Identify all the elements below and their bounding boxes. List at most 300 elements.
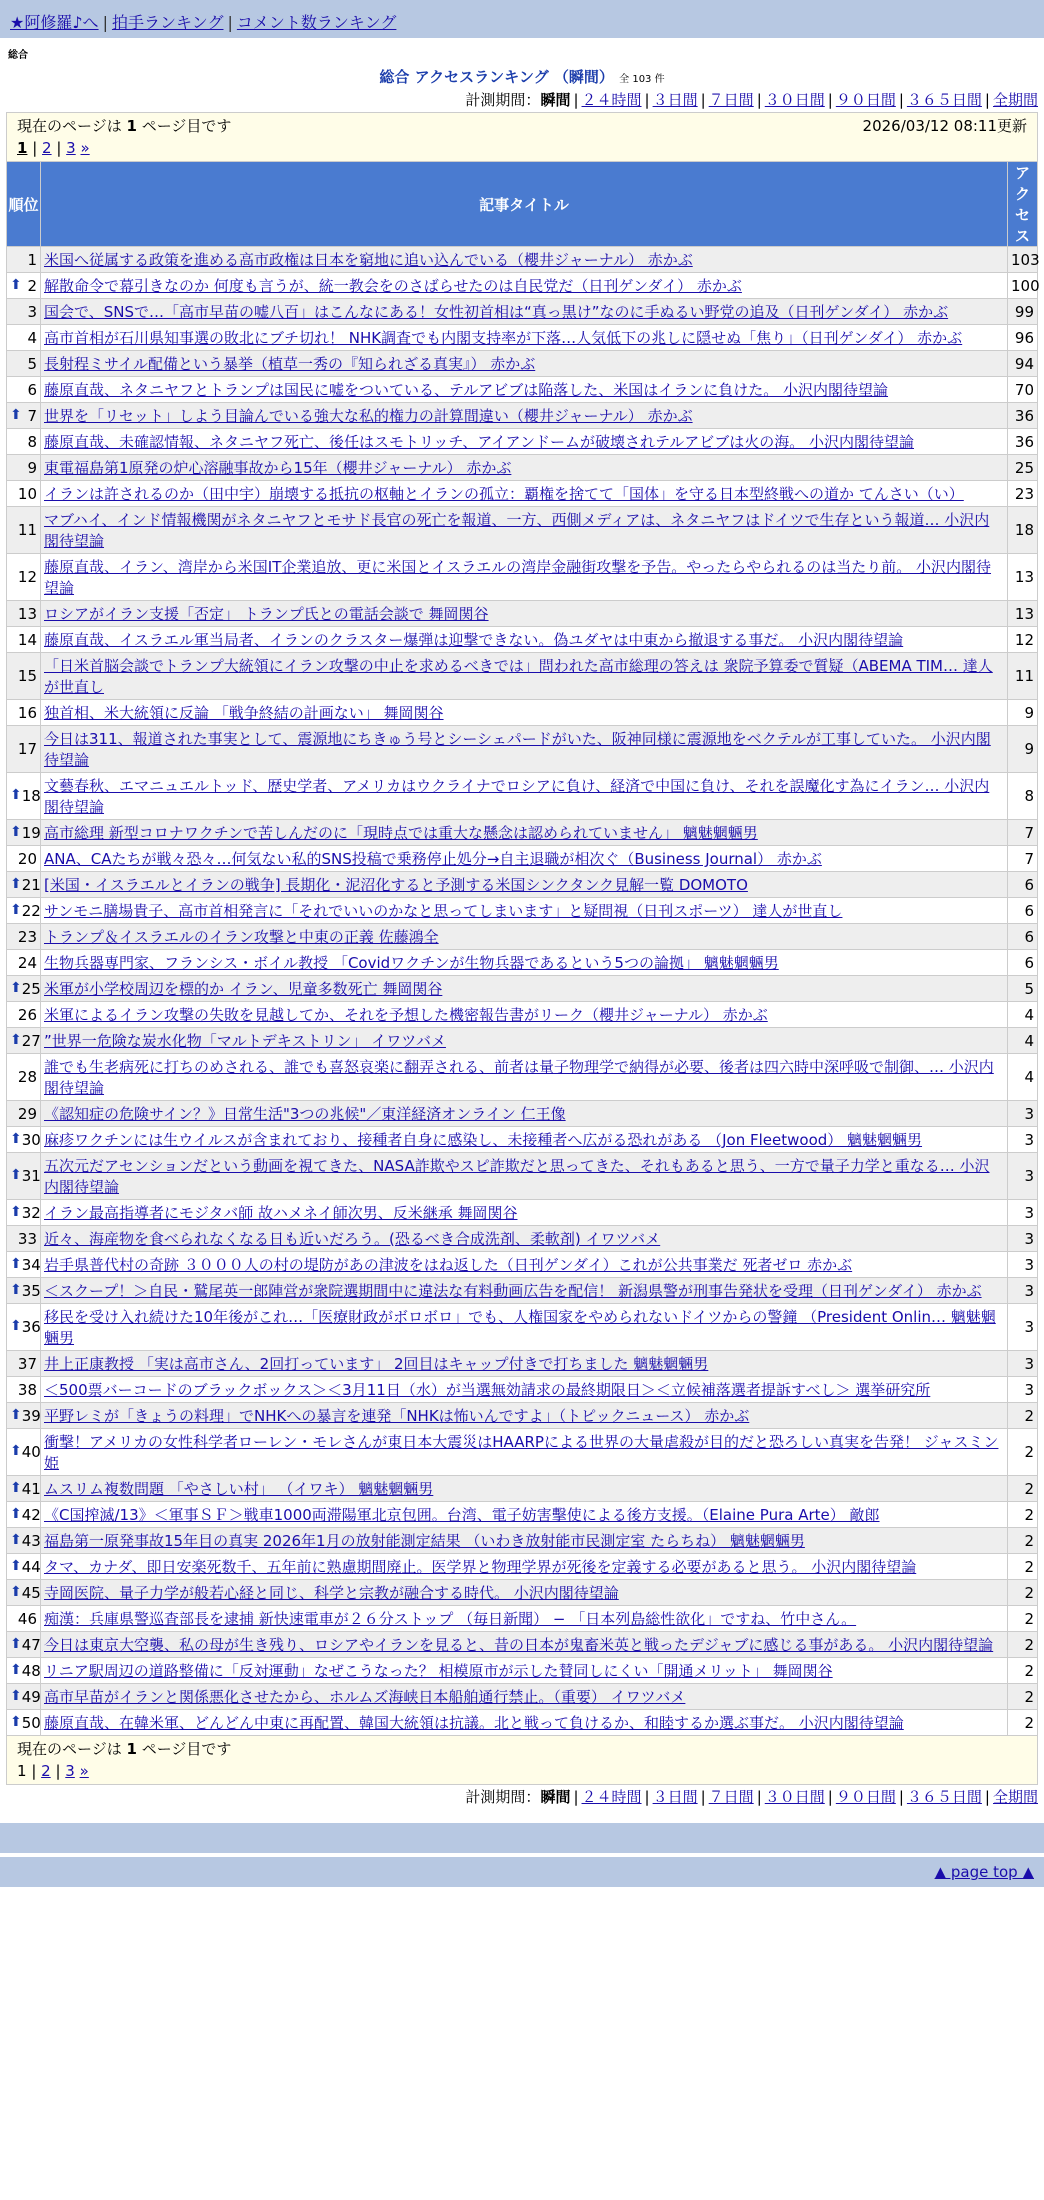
article-link[interactable]: ＜500票バーコードのブラックボックス＞＜3月11日（水）が当選無効請求の最終期限日＞＜立候補落選者提訴すべし＞ 選挙研究所	[44, 1381, 931, 1399]
article-link[interactable]: イランは許されるのか（田中宇）崩壊する抵抗の枢軸とイランの孤立：覇権を捨てて「国体」を守る日本型終戦への道か てんさい（い）	[44, 485, 964, 503]
rank-cell	[7, 1684, 41, 1710]
access-count: 3	[1008, 1351, 1038, 1377]
article-link[interactable]: 藤原直哉、未確認情報、ネタニヤフ死亡、後任はスモトリッチ、アイアンドームが破壊されテルアビブは火の海。 小沢内閣待望論	[44, 433, 914, 451]
rank-number: 19	[21, 823, 41, 842]
pager-page-link[interactable]: 2	[41, 1762, 51, 1780]
rank-cell	[7, 429, 41, 455]
period-link[interactable]: ３０日間	[764, 91, 825, 109]
up-arrow-icon: ⬆	[10, 1255, 22, 1272]
rank-cell	[7, 455, 41, 481]
article-link[interactable]: 藤原直哉、在韓米軍、どんどん中東に再配置、韓国大統領は抗議。北と戦って負けるか、和睦するか選ぶ事だ。 小沢内閣待望論	[44, 1714, 904, 1732]
rank-cell	[7, 1200, 41, 1226]
period-link[interactable]: ７日間	[708, 1788, 754, 1806]
article-link[interactable]: ANA、CAたちが戦々恐々…何気ない私的SNS投稿で乗務停止処分→自主退職が相次ぐ（Business Journal） 赤かぶ	[44, 850, 822, 868]
page-title	[0, 66, 1044, 88]
title-cell	[41, 1304, 1008, 1351]
title-cell	[41, 1606, 1008, 1632]
rank-cell	[7, 1002, 41, 1028]
access-count: 2	[1008, 1502, 1038, 1528]
rank-cell	[7, 1429, 41, 1476]
article-link[interactable]: 痴漢：兵庫県警巡査部長を逮捕 新快速電車が２６分ストップ （毎日新聞） − 「日本列島総性欲化」ですね、竹中さん。	[44, 1610, 857, 1628]
article-link[interactable]: 藤原直哉、イスラエル軍当局者、イランのクラスター爆弾は迎撃できない。偽ユダヤは中東から撤退する事だ。 小沢内閣待望論	[44, 631, 904, 649]
pager-page-link[interactable]: 3	[66, 139, 76, 157]
rank-cell	[7, 872, 41, 898]
up-arrow-icon: ⬆	[10, 1406, 22, 1423]
access-count: 3	[1008, 1278, 1038, 1304]
rank-number: 30	[21, 1130, 41, 1149]
period-link[interactable]: ３日間	[652, 1788, 698, 1806]
current-page-text-bottom: 現在のページは 1 ページ目です	[17, 1740, 232, 1758]
access-count: 2	[1008, 1528, 1038, 1554]
article-link[interactable]: 解散命令で幕引きなのか 何度も言うが、統一教会をのさばらせたのは自民党だ（日刊ゲンダイ） 赤かぶ	[44, 277, 742, 295]
article-link[interactable]: 岩手県普代村の奇跡 ３０００人の村の堤防があの津波をはね返した（日刊ゲンダイ）これが公共事業だ 死者ゼロ 赤かぶ	[44, 1256, 853, 1274]
period-separator: |	[700, 91, 706, 109]
title-cell	[41, 507, 1008, 554]
period-link[interactable]: ３６５日間	[906, 1788, 982, 1806]
rank-number: 34	[21, 1255, 41, 1274]
article-link[interactable]: 今日は東京大空襲、私の母が生き残り、ロシアやイランを見ると、昔の日本が鬼畜米英と戦ったデジャブに感じる事がある。 小沢内閣待望論	[44, 1636, 994, 1654]
access-count: 4	[1008, 1054, 1038, 1101]
period-current: 瞬間	[540, 91, 571, 109]
article-link[interactable]: 麻疹ワクチンには生ウイルスが含まれており、接種者自身に感染し、未接種者へ広がる恐れがある （Jon Fleetwood） 魑魅魍魎男	[44, 1131, 923, 1149]
rank-number: 28	[17, 1068, 37, 1086]
rank-number: 21	[21, 875, 41, 894]
pager-current-page: 1	[17, 1762, 27, 1780]
title-cell	[41, 1528, 1008, 1554]
access-count: 6	[1008, 872, 1038, 898]
table-row	[7, 846, 1038, 872]
article-link[interactable]: 福島第一原発事故15年目の真実 2026年1月の放射能測定結果 （いわき放射能市民測定室 たらちね） 魑魅魍魎男	[44, 1532, 805, 1550]
title-cell	[41, 1502, 1008, 1528]
rank-cell	[7, 403, 41, 429]
up-arrow-icon: ⬆	[10, 1531, 22, 1548]
title-cell	[41, 773, 1008, 820]
table-row	[7, 653, 1038, 700]
access-count: 2	[1008, 1658, 1038, 1684]
rank-number: 11	[17, 521, 37, 539]
up-arrow-icon: ⬆	[10, 406, 22, 423]
period-separator: |	[827, 1788, 833, 1806]
period-separator: |	[573, 91, 579, 109]
access-count: 2	[1008, 1606, 1038, 1632]
article-link[interactable]: ロシアがイラン支援「否定」 トランプ氏との電話会談で 舞岡関谷	[44, 605, 489, 623]
title-cell	[41, 1632, 1008, 1658]
table-row	[7, 377, 1038, 403]
rank-number: 39	[21, 1406, 41, 1425]
article-link[interactable]: 文藝春秋、エマニュエルトッド、歴史学者、アメリカはウクライナでロシアに負け、経済で中国に負け、それを誤魔化す為にイラン… 小沢内閣待望論	[44, 777, 990, 816]
access-count: 2	[1008, 1476, 1038, 1502]
rank-number: 8	[27, 432, 37, 451]
title-cell	[41, 627, 1008, 653]
rank-number: 16	[17, 703, 37, 722]
pagination-top	[17, 137, 1027, 159]
period-link[interactable]: ３０日間	[764, 1788, 825, 1806]
ranking-table	[6, 161, 1038, 1736]
header-title: 記事タイトル	[41, 162, 1008, 247]
article-link[interactable]: 米軍が小学校周辺を標的か イラン、児童多数死亡 舞岡関谷	[44, 980, 443, 998]
period-link[interactable]: 全期間	[992, 1788, 1038, 1806]
page-info-top	[6, 112, 1038, 161]
rank-cell	[7, 976, 41, 1002]
access-count: 2	[1008, 1403, 1038, 1429]
rank-number: 49	[21, 1687, 41, 1706]
rank-number: 45	[21, 1583, 41, 1602]
access-count: 7	[1008, 820, 1038, 846]
header-access: アクセス	[1008, 162, 1038, 247]
table-row	[7, 872, 1038, 898]
title-cell	[41, 976, 1008, 1002]
period-link[interactable]: 全期間	[992, 91, 1038, 109]
pager-page-link[interactable]: 2	[42, 139, 52, 157]
rank-number: 1	[27, 250, 37, 269]
table-row	[7, 299, 1038, 325]
top-nav-bar	[0, 0, 1044, 38]
title-cell	[41, 700, 1008, 726]
rank-cell	[7, 1351, 41, 1377]
article-link[interactable]: リニア駅周辺の道路整備に「反対運動」なぜこうなった？ 相模原市が示した賛同しにくい「開通メリット」 舞岡関谷	[44, 1662, 833, 1680]
title-cell	[41, 1127, 1008, 1153]
table-header-row	[7, 162, 1038, 247]
rank-number: 4	[27, 328, 37, 347]
rank-cell	[7, 1127, 41, 1153]
rank-cell	[7, 247, 41, 273]
article-link[interactable]: ムスリム複数問題 「やさしい村」 （イワキ） 魑魅魍魎男	[44, 1480, 434, 1498]
article-link[interactable]: 《C国搾滅/13》＜軍事ＳＦ＞戦車1000両滞陽軍北京包囲。台湾、電子妨害擊使による後方支援。（Elaine Pura Arte） 敵郎	[44, 1506, 880, 1524]
title-cell	[41, 1710, 1008, 1736]
period-selector-bottom	[0, 1785, 1044, 1809]
up-arrow-icon: ⬆	[10, 1479, 22, 1496]
table-row	[7, 1684, 1038, 1710]
up-arrow-icon: ⬆	[10, 875, 22, 892]
title-cell	[41, 455, 1008, 481]
up-arrow-icon: ⬆	[10, 1203, 22, 1220]
pager-separator: |	[50, 1762, 66, 1780]
rank-cell	[7, 351, 41, 377]
title-cell	[41, 377, 1008, 403]
period-link[interactable]: ２４時間	[581, 91, 642, 109]
rank-cell	[7, 1377, 41, 1403]
access-count: 103	[1008, 247, 1038, 273]
table-row	[7, 1528, 1038, 1554]
up-arrow-icon: ⬆	[10, 901, 22, 918]
article-link[interactable]: 米軍によるイラン攻撃の失敗を見越してか、それを予想した機密報告書がリーク（櫻井ジャーナル） 赤かぶ	[44, 1006, 768, 1024]
rank-number: 33	[17, 1229, 37, 1248]
rank-cell	[7, 898, 41, 924]
pager-separator: |	[51, 139, 67, 157]
access-count: 13	[1008, 554, 1038, 601]
table-row	[7, 1278, 1038, 1304]
breadcrumb: 総合	[8, 50, 28, 61]
title-cell	[41, 1658, 1008, 1684]
access-count: 13	[1008, 601, 1038, 627]
rank-number: 13	[17, 604, 37, 623]
article-link[interactable]: 寺岡医院、量子力学が般若心経と同じ、科学と宗教が融合する時代。 小沢内閣待望論	[44, 1584, 619, 1602]
table-row	[7, 1554, 1038, 1580]
table-row	[7, 247, 1038, 273]
period-link[interactable]: ９０日間	[835, 91, 896, 109]
title-cell	[41, 653, 1008, 700]
pager-page-link[interactable]: 3	[65, 1762, 75, 1780]
nav-link-applause-ranking[interactable]: 拍手ランキング	[111, 13, 224, 32]
article-link[interactable]: マブハイ、インド情報機関がネタニヤフとモサド長官の死亡を報道、一方、西側メディアは、ネタニヤフはドイツで生存という報道… 小沢内閣待望論	[44, 511, 990, 550]
access-count: 6	[1008, 898, 1038, 924]
nav-link-comment-ranking[interactable]: コメント数ランキング	[236, 13, 397, 32]
rank-number: 5	[27, 354, 37, 373]
rank-number: 25	[21, 979, 41, 998]
period-separator: |	[898, 1788, 904, 1806]
pager-next-link[interactable]: »	[79, 1762, 89, 1780]
access-count: 18	[1008, 507, 1038, 554]
page-title-text: 総合 アクセスランキング （瞬間）	[379, 68, 614, 86]
access-count: 3	[1008, 1226, 1038, 1252]
table-row	[7, 627, 1038, 653]
rank-number: 43	[21, 1531, 41, 1550]
rank-cell	[7, 700, 41, 726]
title-cell	[41, 403, 1008, 429]
period-current: 瞬間	[540, 1788, 571, 1806]
access-count: 6	[1008, 950, 1038, 976]
nav-separator: |	[102, 13, 108, 32]
period-separator: |	[756, 1788, 762, 1806]
rank-cell	[7, 773, 41, 820]
table-row	[7, 455, 1038, 481]
updated-timestamp: 2026/03/12 08:11更新	[862, 117, 1027, 135]
period-link[interactable]: ２４時間	[581, 1788, 642, 1806]
rank-cell	[7, 1054, 41, 1101]
article-link[interactable]: 国会で、SNSで…「高市早苗の嘘八百」はこんなにある！女性初首相は“真っ黒け”なのに手ぬるい野党の追及（日刊ゲンダイ） 赤かぶ	[44, 303, 949, 321]
rank-cell	[7, 507, 41, 554]
rank-number: 2	[27, 276, 37, 295]
up-arrow-icon: ⬆	[10, 787, 22, 803]
table-row	[7, 1476, 1038, 1502]
access-count: 6	[1008, 924, 1038, 950]
table-row	[7, 1351, 1038, 1377]
article-link[interactable]: 移民を受け入れ続けた10年後がこれ…「医療財政がボロボロ」でも、人権国家をやめられないドイツからの警鐘 （President Onlin… 魑魅魍魎男	[44, 1308, 996, 1347]
article-link[interactable]: 藤原直哉、ネタニヤフとトランプは国民に嘘をついている、テルアビブは陥落した、米国はイランに負けた。 小沢内閣待望論	[44, 381, 889, 399]
article-link[interactable]: 今日は311、報道された事実として、震源地にちきゅう号とシーシェパードがいた、阪神同様に震源地をベクテルが工事していた。 小沢内閣待望論	[44, 730, 991, 769]
rank-cell	[7, 1528, 41, 1554]
article-link[interactable]: タマ、カナダ、即日安楽死数千、五年前に熟慮期間廃止。医学界と物理学界が死後を定義する必要があると思う。 小沢内閣待望論	[44, 1558, 917, 1576]
title-cell	[41, 1054, 1008, 1101]
article-link[interactable]: 五次元だアセンションだという動画を視てきた、NASA詐欺やスピ詐欺だと思ってきた、それもあると思う、一方で量子力学と重なる… 小沢内閣待望論	[44, 1157, 990, 1196]
title-cell	[41, 1028, 1008, 1054]
access-count: 2	[1008, 1710, 1038, 1736]
up-arrow-icon: ⬆	[10, 823, 22, 840]
article-link[interactable]: 高市総理 新型コロナワクチンで苦しんだのに「現時点では重大な懸念は認められていません」 魑魅魍魎男	[44, 824, 758, 842]
rank-cell	[7, 481, 41, 507]
article-link[interactable]: 誰でも生老病死に打ちのめされる、誰でも喜怒哀楽に翻弄される、前者は量子物理学で納得が必要、後者は四六時中深呼吸で制御、… 小沢内閣待望論	[44, 1058, 994, 1097]
table-row	[7, 1606, 1038, 1632]
article-link[interactable]: 近々、海産物を食べられなくなる日も近いだろう。(恐るべき合成洗剤、柔軟剤) イワツバメ	[44, 1230, 661, 1248]
nav-link-home[interactable]: ★阿修羅♪へ	[10, 13, 99, 32]
rank-cell	[7, 1632, 41, 1658]
table-row	[7, 726, 1038, 773]
article-link[interactable]: 藤原直哉、イラン、湾岸から米国IT企業追放、更に米国とイスラエルの湾岸金融街攻撃を予告。やったらやられるのは当たり前。 小沢内閣待望論	[44, 558, 992, 597]
period-separator: |	[898, 91, 904, 109]
article-link[interactable]: 高市首相が石川県知事選の敗北にブチ切れ！ NHK調査でも内閣支持率が下落…人気低下の兆しに隠せぬ「焦り」（日刊ゲンダイ） 赤かぶ	[44, 329, 963, 347]
title-cell	[41, 1002, 1008, 1028]
access-count: 96	[1008, 325, 1038, 351]
access-count: 7	[1008, 846, 1038, 872]
rank-number: 41	[21, 1479, 41, 1498]
rank-cell	[7, 1028, 41, 1054]
rank-cell	[7, 820, 41, 846]
rank-cell	[7, 1606, 41, 1632]
article-link[interactable]: 米国へ従属する政策を進める高市政権は日本を窮地に追い込んでいる（櫻井ジャーナル） 赤かぶ	[44, 251, 693, 269]
period-link[interactable]: ３６５日間	[906, 91, 982, 109]
up-arrow-icon: ⬆	[10, 1583, 22, 1600]
rank-number: 46	[17, 1609, 37, 1628]
up-arrow-icon: ⬆	[10, 1557, 22, 1574]
up-arrow-icon: ⬆	[10, 1281, 22, 1298]
access-count: 2	[1008, 1684, 1038, 1710]
up-arrow-icon: ⬆	[10, 1167, 22, 1183]
access-count: 8	[1008, 773, 1038, 820]
rank-number: 17	[17, 740, 37, 758]
article-link[interactable]: 世界を「リセット」しよう目論んでいる強大な私的権力の計算間違い（櫻井ジャーナル） 赤かぶ	[44, 407, 693, 425]
rank-number: 40	[21, 1443, 41, 1461]
rank-number: 9	[27, 458, 37, 477]
period-separator: |	[700, 1788, 706, 1806]
period-separator: |	[984, 91, 990, 109]
table-row	[7, 1502, 1038, 1528]
table-row	[7, 1200, 1038, 1226]
access-count: 11	[1008, 653, 1038, 700]
up-arrow-icon: ⬆	[10, 1635, 22, 1652]
period-label: 計測期間：	[465, 91, 541, 109]
article-link[interactable]: ＜スクープ！＞自民・鷲尾英一郎陣営が衆院選期間中に違法な有料動画広告を配信！ 新潟県警が刑事告発状を受理（日刊ゲンダイ） 赤かぶ	[44, 1282, 982, 1300]
pagination-bottom	[17, 1760, 1027, 1782]
rank-cell	[7, 726, 41, 773]
title-cell	[41, 820, 1008, 846]
title-cell	[41, 1476, 1008, 1502]
rank-cell	[7, 1710, 41, 1736]
page-top-link[interactable]: ▲ page top ▲	[934, 1863, 1034, 1881]
rank-number: 24	[17, 953, 37, 972]
rank-cell	[7, 1252, 41, 1278]
access-count: 5	[1008, 976, 1038, 1002]
table-row	[7, 1304, 1038, 1351]
rank-number: 44	[21, 1557, 41, 1576]
rank-number: 42	[21, 1505, 41, 1524]
rank-cell	[7, 273, 41, 299]
rank-cell	[7, 1304, 41, 1351]
access-count: 3	[1008, 1304, 1038, 1351]
table-row	[7, 273, 1038, 299]
article-link[interactable]: 東電福島第1原発の炉心溶融事故から15年（櫻井ジャーナル） 赤かぶ	[44, 459, 512, 477]
table-row	[7, 1377, 1038, 1403]
header-rank: 順位	[7, 162, 41, 247]
rank-number: 31	[21, 1167, 41, 1185]
rank-number: 18	[21, 787, 41, 805]
pager-next-link[interactable]: »	[80, 139, 90, 157]
access-count: 3	[1008, 1377, 1038, 1403]
article-link[interactable]: [米国・イスラエルとイランの戦争] 長期化・泥沼化すると予測する米国シンクタンク見解一覧 DOMOTO	[44, 876, 748, 894]
rank-cell	[7, 299, 41, 325]
rank-number: 36	[21, 1318, 41, 1336]
rank-number: 14	[17, 630, 37, 649]
article-link[interactable]: イラン最高指導者にモジタバ師 故ハメネイ師次男、反米継承 舞岡関谷	[44, 1204, 518, 1222]
title-cell	[41, 924, 1008, 950]
period-link[interactable]: ９０日間	[835, 1788, 896, 1806]
up-arrow-icon: ⬆	[10, 1687, 22, 1704]
title-cell	[41, 481, 1008, 507]
rank-number: 23	[17, 927, 37, 946]
period-selector-top	[0, 88, 1044, 112]
rank-number: 29	[17, 1104, 37, 1123]
up-arrow-icon: ⬆	[10, 1505, 22, 1522]
table-row	[7, 1710, 1038, 1736]
article-link[interactable]: トランプ＆イスラエルのイラン攻撃と中東の正義 佐藤鴻全	[44, 928, 439, 946]
table-row	[7, 403, 1038, 429]
rank-number: 47	[21, 1635, 41, 1654]
rank-cell	[7, 1403, 41, 1429]
article-link[interactable]: ”世界一危険な炭水化物「マルトデキストリン」 イワツバメ	[44, 1032, 446, 1050]
rank-number: 26	[17, 1005, 37, 1024]
title-cell	[41, 846, 1008, 872]
title-cell	[41, 601, 1008, 627]
article-link[interactable]: 《認知症の危険サイン？》日常生活"3つの兆候"／東洋経済オンライン 仁王像	[44, 1105, 566, 1123]
title-cell	[41, 1580, 1008, 1606]
article-link[interactable]: サンモニ膳場貴子、高市首相発言に「それでいいのかなと思ってしまいます」と疑問視（日刊スポーツ） 達人が世直し	[44, 902, 843, 920]
access-count: 2	[1008, 1554, 1038, 1580]
rank-number: 37	[17, 1354, 37, 1373]
rank-cell	[7, 1226, 41, 1252]
rank-number: 20	[17, 849, 37, 868]
rank-cell	[7, 653, 41, 700]
title-cell	[41, 726, 1008, 773]
period-separator: |	[573, 1788, 579, 1806]
rank-cell	[7, 554, 41, 601]
rank-number: 7	[27, 406, 37, 425]
access-count: 3	[1008, 1127, 1038, 1153]
title-cell	[41, 1278, 1008, 1304]
article-link[interactable]: 衝撃！アメリカの女性科学者ローレン・モレさんが東日本大震災はHAARPによる世界の大量虐殺が目的だと恐ろしい真実を告発！ ジャスミン姫	[44, 1433, 999, 1472]
article-link[interactable]: 長射程ミサイル配備という暴挙（植草一秀の『知られざる真実』） 赤かぶ	[44, 355, 536, 373]
article-link[interactable]: 独首相、米大統領に反論 「戦争終結の計画ない」 舞岡関谷	[44, 704, 444, 722]
access-count: 9	[1008, 700, 1038, 726]
table-row	[7, 1429, 1038, 1476]
up-arrow-icon: ⬆	[10, 979, 22, 996]
title-cell	[41, 950, 1008, 976]
article-link[interactable]: 高市早苗がイランと関係悪化させたから、ホルムズ海峡日本船舶通行禁止。（重要） イワツバメ	[44, 1688, 686, 1706]
title-cell	[41, 1554, 1008, 1580]
access-count: 3	[1008, 1252, 1038, 1278]
rank-number: 38	[17, 1380, 37, 1399]
table-row	[7, 1252, 1038, 1278]
access-count: 36	[1008, 429, 1038, 455]
title-cell	[41, 898, 1008, 924]
table-row	[7, 429, 1038, 455]
period-link[interactable]: ７日間	[708, 91, 754, 109]
period-separator: |	[644, 1788, 650, 1806]
period-link[interactable]: ３日間	[652, 91, 698, 109]
title-cell	[41, 273, 1008, 299]
access-count: 3	[1008, 1153, 1038, 1200]
table-row	[7, 481, 1038, 507]
access-count: 23	[1008, 481, 1038, 507]
article-link[interactable]: 「日米首脳会談でトランプ大統領にイラン攻撃の中止を求めるべきでは」問われた高市総理の答えは 衆院予算委で質疑（ABEMA TIM… 達人が世直し	[44, 657, 993, 696]
nav-separator: |	[227, 13, 233, 32]
table-row	[7, 1002, 1038, 1028]
pager-separator: |	[26, 1762, 42, 1780]
article-link[interactable]: 生物兵器専門家、フランシス・ボイル教授 「Covidワクチンが生物兵器であるという5つの論拠」 魑魅魍魎男	[44, 954, 779, 972]
title-cell	[41, 872, 1008, 898]
article-link[interactable]: 平野レミが「きょうの料理」でNHKへの暴言を連発「NHKは怖いんですよ」（トピックニュース） 赤かぶ	[44, 1407, 750, 1425]
rank-cell	[7, 377, 41, 403]
article-link[interactable]: 井上正康教授 「実は高市さん、2回打っています」 2回目はキャップ付きで打ちました 魑魅魍魎男	[44, 1355, 709, 1373]
access-count: 9	[1008, 726, 1038, 773]
